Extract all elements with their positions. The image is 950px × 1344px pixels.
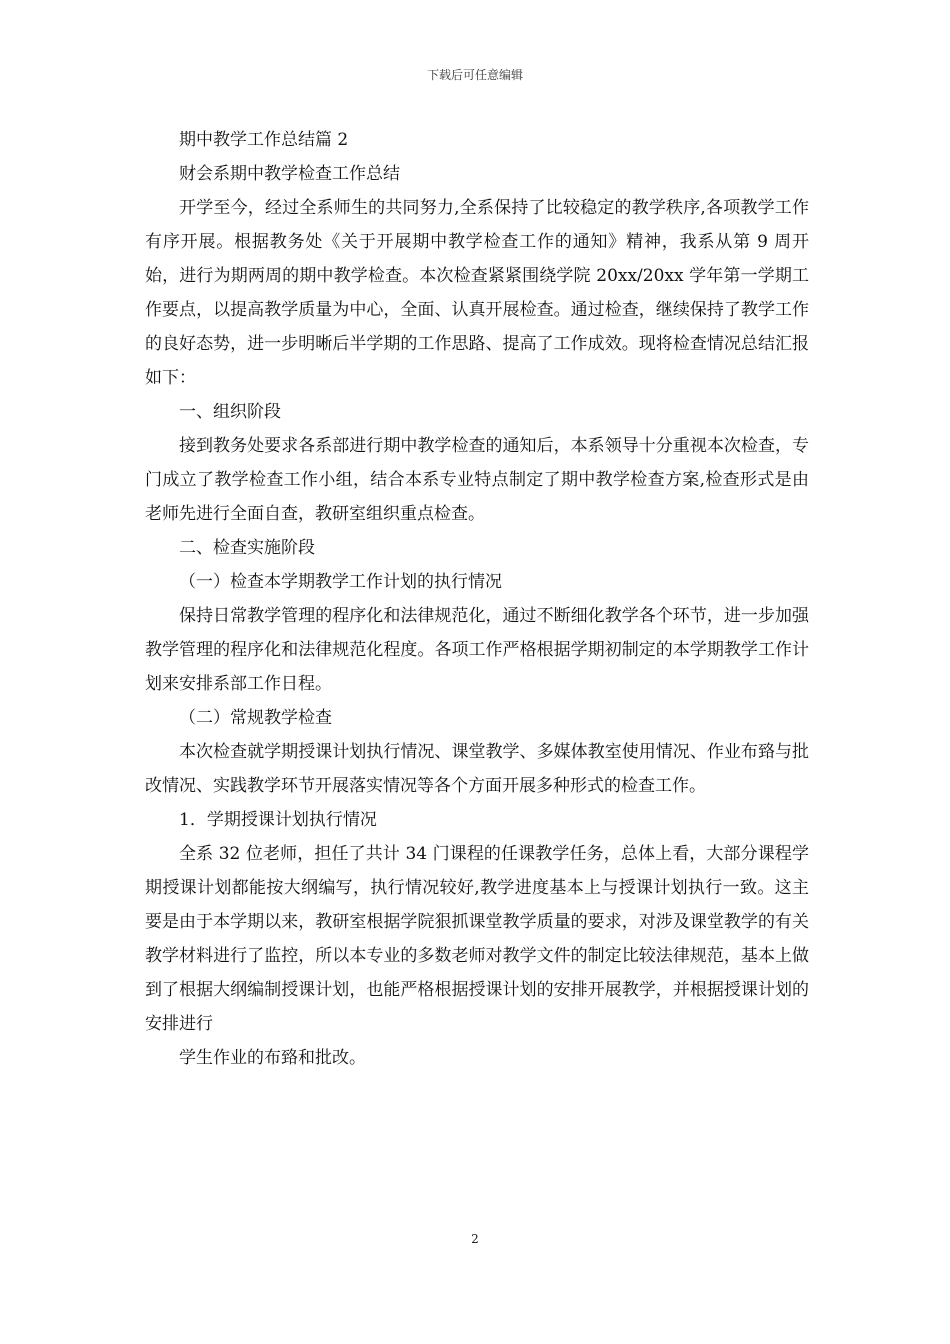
paragraph-organization: 接到教务处要求各系部进行期中教学检查的通知后，本系领导十分重视本次检查，专门成立了教学检查工作小组，结合本系专业特点制定了期中教学检查方案,检查形式是由老师先进行全面自查，教研室组织重点检查。 bbox=[145, 436, 809, 524]
subsection-heading-plan: （一）检查本学期教学工作计划的执行情况 bbox=[179, 572, 502, 592]
document-subtitle: 财会系期中教学检查工作总结 bbox=[179, 164, 400, 184]
section-heading-organization: 一、组织阶段 bbox=[179, 402, 281, 422]
paragraph-intro: 开学至今，经过全系师生的共同努力,全系保持了比较稳定的教学秩序,各项教学工作有序开展。根据教务处《关于开展期中教学检查工作的通知》精神，我系从第 9 周开始，进行为期两周的期中教学检查。本次检查紧紧围绕学院 20xx/20xx 学年第一学期工作要点，以提高教学质量为中心，全面、认真开展检查。通过检查，继续保持了教学工作的良好态势，进一步明晰后半学期的工作思路、提高了工作成效。现将检查情况总结汇报如下： bbox=[145, 198, 809, 388]
subsection-heading-routine: （二）常规教学检查 bbox=[179, 708, 332, 728]
page-number: 2 bbox=[471, 1232, 479, 1246]
item-heading-schedule: 1．学期授课计划执行情况 bbox=[179, 810, 377, 830]
paragraph-homework: 学生作业的布臵和批改。 bbox=[179, 1048, 366, 1068]
section-heading-implementation: 二、检查实施阶段 bbox=[179, 538, 315, 558]
document-body bbox=[145, 123, 809, 1075]
paragraph-routine: 本次检查就学期授课计划执行情况、课堂教学、多媒体教室使用情况、作业布臵与批改情况、实践教学环节开展落实情况等各个方面开展多种形式的检查工作。 bbox=[145, 742, 809, 796]
paragraph-plan: 保持日常教学管理的程序化和法律规范化，通过不断细化教学各个环节，进一步加强教学管理的程序化和法律规范化程度。各项工作严格根据学期初制定的本学期教学工作计划来安排系部工作日程。 bbox=[145, 606, 809, 694]
document-title: 期中教学工作总结篇 2 bbox=[179, 130, 349, 150]
page-header-note: 下载后可任意编辑 bbox=[426, 68, 523, 82]
paragraph-schedule: 全系 32 位老师，担任了共计 34 门课程的任课教学任务，总体上看，大部分课程学期授课计划都能按大纲编写，执行情况较好,教学进度基本上与授课计划执行一致。这主要是由于本学期以来，教研室根据学院狠抓课堂教学质量的要求，对涉及课堂教学的有关教学材料进行了监控，所以本专业的多数老师对教学文件的制定比较法律规范，基本上做到了根据大纲编制授课计划，也能严格根据授课计划的安排开展教学，并根据授课计划的安排进行 bbox=[145, 844, 809, 1034]
